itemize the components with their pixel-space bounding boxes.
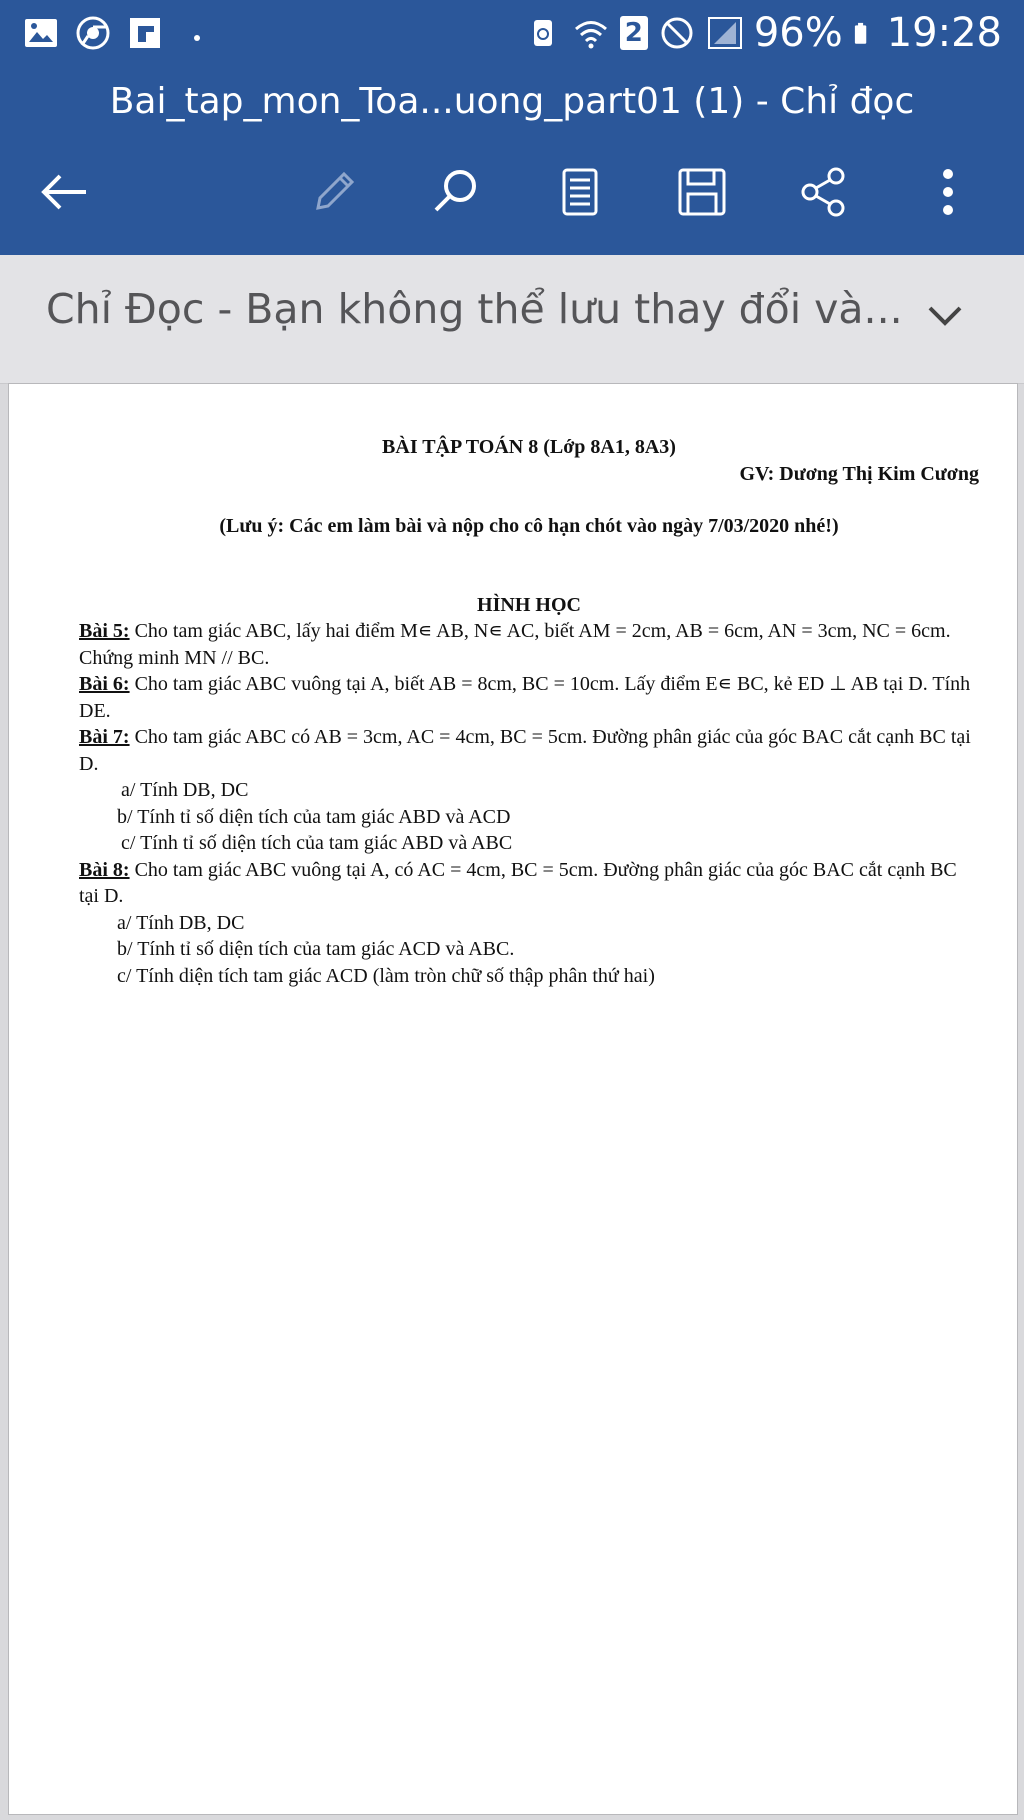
signal-icon xyxy=(706,14,744,52)
wifi-icon xyxy=(572,14,610,52)
app-header xyxy=(0,0,1024,255)
battery-percent: 96% xyxy=(753,10,843,56)
worksheet-title: BÀI TẬP TOÁN 8 (Lớp 8A1, 8A3) xyxy=(382,436,676,458)
dot-icon xyxy=(178,14,216,52)
exercise-text: Cho tam giác ABC, lấy hai điểm M∊ AB, N∊ AC, biết AM = 2cm, AB = 6cm, AN = 3cm, NC = 6cm. Chứng minh MN // BC. xyxy=(79,620,951,669)
share-button[interactable] xyxy=(792,160,856,224)
edit-button[interactable] xyxy=(302,160,366,224)
exercise-label: Bài 6: xyxy=(79,673,130,695)
exercise-7-part-c: c/ Tính tỉ số diện tích của tam giác ABD và ABC xyxy=(121,832,513,854)
exercise-text: Cho tam giác ABC vuông tại A, có AC = 4cm, BC = 5cm. Đường phân giác của góc BAC cắt cạnh BC tại D. xyxy=(79,858,957,907)
clock-time: 19:28 xyxy=(886,10,1002,56)
teacher-name: GV: Dương Thị Kim Cương xyxy=(739,462,979,485)
deadline-note: (Lưu ý: Các em làm bài và nộp cho cô hạn chót vào ngày 7/03/2020 nhé!) xyxy=(219,515,839,537)
status-bar xyxy=(0,0,1024,72)
exercise-5 xyxy=(79,618,979,671)
chevron-down-icon[interactable] xyxy=(922,293,968,339)
document-body xyxy=(79,434,979,989)
edit-pencil-icon xyxy=(306,164,362,220)
exercise-7 xyxy=(79,724,979,777)
exercise-7-part-a: a/ Tính DB, DC xyxy=(121,779,249,801)
document-title: Bai_tap_mon_Toa...uong_part01 (1) - Chỉ đọc xyxy=(109,81,915,122)
toolbar xyxy=(0,150,1024,235)
exercise-6 xyxy=(79,671,979,724)
exercise-8 xyxy=(79,857,979,910)
recycle-icon xyxy=(524,14,562,52)
do-not-disturb-icon xyxy=(658,14,696,52)
sim-icon: 2 xyxy=(620,16,648,50)
more-options-icon xyxy=(920,164,976,220)
back-arrow-icon xyxy=(36,164,92,220)
exercise-8-part-a: a/ Tính DB, DC xyxy=(117,911,245,934)
exercise-text: Cho tam giác ABC vuông tại A, biết AB = 8cm, BC = 10cm. Lấy điểm E∊ BC, kẻ ED ⊥ AB tại D. Tính DE. xyxy=(79,673,971,722)
search-icon xyxy=(428,164,484,220)
exercise-7-part-b: b/ Tính tỉ số diện tích của tam giác ABD và ACD xyxy=(117,805,511,828)
reading-view-icon xyxy=(552,164,608,220)
section-heading: HÌNH HỌC xyxy=(477,593,581,616)
exercise-label: Bài 8: xyxy=(79,858,130,881)
read-only-banner[interactable] xyxy=(0,255,1024,384)
exercise-8-part-c: c/ Tính diện tích tam giác ACD (làm tròn chữ số thập phân thứ hai) xyxy=(117,964,655,987)
reading-view-button[interactable] xyxy=(548,160,612,224)
exercise-text: Cho tam giác ABC có AB = 3cm, AC = 4cm, BC = 5cm. Đường phân giác của góc BAC cắt cạnh BC tại D. xyxy=(79,726,971,775)
battery-icon xyxy=(853,14,877,52)
more-options-button[interactable] xyxy=(916,160,980,224)
exercise-label: Bài 7: xyxy=(79,726,130,748)
gallery-icon xyxy=(22,14,60,52)
exercise-8-part-b: b/ Tính tỉ số diện tích của tam giác ACD và ABC. xyxy=(117,938,515,960)
save-button[interactable] xyxy=(670,160,734,224)
back-button[interactable] xyxy=(32,160,96,224)
flipboard-icon xyxy=(126,14,164,52)
chrome-icon xyxy=(74,14,112,52)
document-page[interactable] xyxy=(8,383,1018,1815)
read-only-message: Chỉ Đọc - Bạn không thể lưu thay đổi và... xyxy=(46,285,903,333)
share-icon xyxy=(796,164,852,220)
exercise-label: Bài 5: xyxy=(79,620,130,642)
search-button[interactable] xyxy=(424,160,488,224)
save-icon xyxy=(674,164,730,220)
